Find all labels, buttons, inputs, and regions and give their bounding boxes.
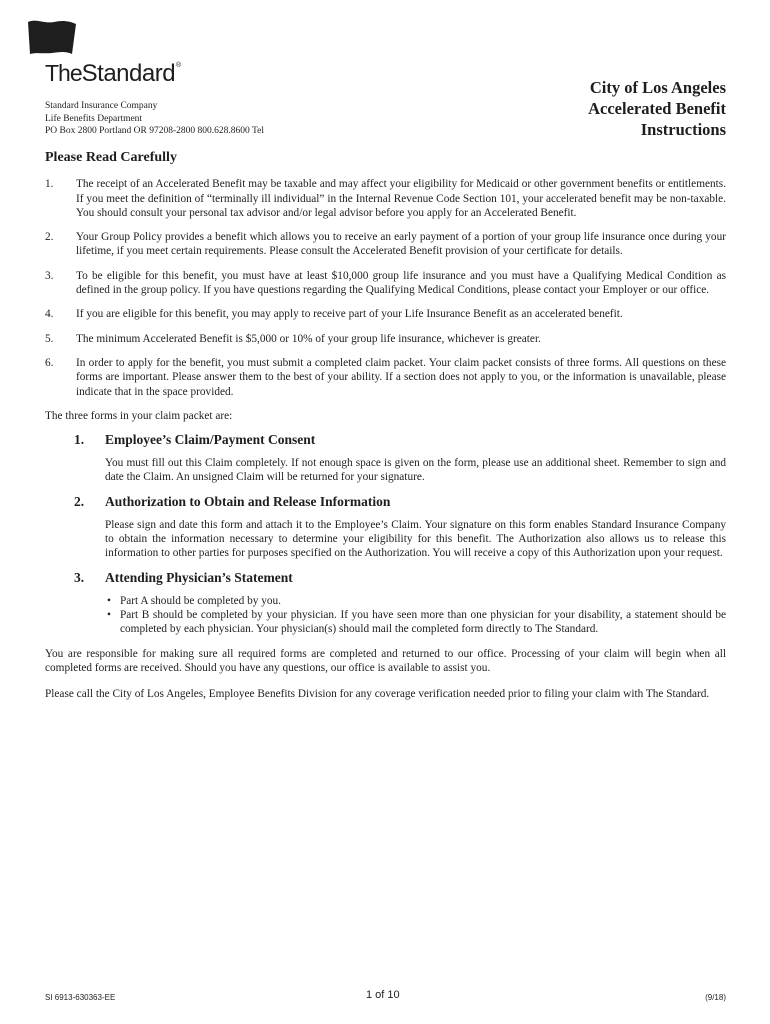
instruction-item [45, 230, 726, 259]
form-section [74, 431, 726, 485]
logo-standard: Standard [81, 60, 176, 87]
item-text: To be eligible for this benefit, you must have at least $10,000 group life insurance and you must have a Qualifying Medical Condition as defined in the group policy. If you have questions regarding the Qualifying Medical Conditions, please contact your Employer or our office. [76, 269, 726, 297]
logo-the: The [45, 60, 82, 86]
item-number: 1. [45, 178, 54, 191]
department-name: Life Benefits Department [45, 113, 143, 124]
closing-paragraph-1: You are responsible for making sure all required forms are completed and returned to our office. Processing of your claim will begin when all completed forms are received. Should you have any questions, our office is available to assist you. [45, 647, 726, 674]
item-number: 4. [45, 308, 54, 321]
flag-icon [26, 18, 78, 58]
section-heading: Please Read Carefully [45, 150, 177, 165]
form-title-text: Employee’s Claim/Payment Consent [105, 432, 316, 448]
item-text: The minimum Accelerated Benefit is $5,000 or 10% of your group life insurance, whichever is greater. [76, 332, 541, 345]
title-line-3: Instructions [640, 120, 726, 139]
item-number: 2. [45, 231, 54, 244]
title-line-2: Accelerated Benefit [588, 99, 726, 118]
form-title [74, 431, 726, 449]
bullet-icon: • [107, 594, 111, 607]
item-text: The receipt of an Accelerated Benefit may be taxable and may affect your eligibility for Medicaid or other government benefits or entitlements. If you meet the definition of “terminally ill individual” in the Internal Revenue Code Section 101, your accelerated benefit may be non-taxable. You should consult your personal tax advisor and/or legal advisor before you apply for an Accelerated Benefit. [76, 178, 726, 219]
instruction-item [45, 177, 726, 220]
instruction-item [45, 307, 726, 321]
item-text: Your Group Policy provides a benefit which allows you to receive an early payment of a portion of your group life insurance once during your lifetime, if you meet certain requirements. Please consult the Accelerated Benefit provision of your certificate for details. [76, 231, 726, 258]
title-line-1: City of Los Angeles [589, 78, 726, 97]
page-number: 1 of 10 [366, 989, 400, 1001]
form-number: 1. [74, 432, 85, 448]
list-item [105, 608, 726, 637]
form-title-text: Attending Physician’s Statement [105, 569, 293, 585]
form-title [74, 569, 726, 587]
form-number: 3. [74, 569, 85, 585]
form-description: You must fill out this Claim completely. If not enough space is given on the form, please use an additional sheet. Remember to sign and date the Claim. An unsigned Claim will be returned for your signature. [105, 457, 726, 484]
instruction-item [45, 356, 726, 399]
item-number: 6. [45, 356, 54, 369]
document-title [588, 77, 726, 140]
instruction-item [45, 332, 726, 346]
form-section [74, 569, 726, 637]
form-id: SI 6913-630363-EE [45, 993, 116, 1002]
bullet-text: Part A should be completed by you. [120, 594, 281, 607]
company-name: Standard Insurance Company [45, 101, 158, 111]
list-item [105, 594, 726, 608]
closing-paragraph-2: Please call the City of Los Angeles, Employee Benefits Division for any coverage verification needed prior to filing your claim with The Standard. [45, 688, 710, 701]
item-number: 3. [45, 269, 54, 282]
form-title-text: Authorization to Obtain and Release Information [105, 493, 391, 509]
main-content [45, 151, 726, 713]
item-text: In order to apply for the benefit, you must submit a completed claim packet. Your claim packet consists of three forms. All questions on these forms are important. Please answer them to the best of your ability. If a section does not apply to you, or the information is unavailable, please indicate that in the space provided. [76, 356, 726, 398]
revision-date: (9/18) [705, 993, 726, 1002]
bullet-icon: • [107, 608, 111, 621]
item-number: 5. [45, 332, 54, 345]
item-text: If you are eligible for this benefit, you may apply to receive part of your Life Insurance Benefit as an accelerated benefit. [76, 308, 623, 321]
form-number: 2. [74, 493, 85, 509]
form-description: Please sign and date this form and attach it to the Employee’s Claim. Your signature on this form enables Standard Insurance Company to obtain the information necessary to determine your eligibility for this benefit. The Authorization also allows us to release this information to other parties for purposes specified on the Authorization. You will receive a copy of this Authorization upon your request. [105, 518, 726, 560]
company-address-block [45, 100, 264, 138]
company-logo [45, 60, 181, 88]
bullet-list [105, 594, 726, 637]
forms-intro: The three forms in your claim packet are: [45, 409, 233, 422]
form-section [74, 493, 726, 561]
instruction-item [45, 269, 726, 298]
bullet-text: Part B should be completed by your physician. If you have seen more than one physician for your disability, a statement should be completed by each physician. Your physician(s) should mail the completed form directly to The Standard. [120, 608, 726, 636]
logo-registered-mark: ® [176, 62, 182, 69]
mailing-address: PO Box 2800 Portland OR 97208-2800 800.628.8600 Tel [45, 126, 264, 136]
form-title [74, 493, 726, 511]
